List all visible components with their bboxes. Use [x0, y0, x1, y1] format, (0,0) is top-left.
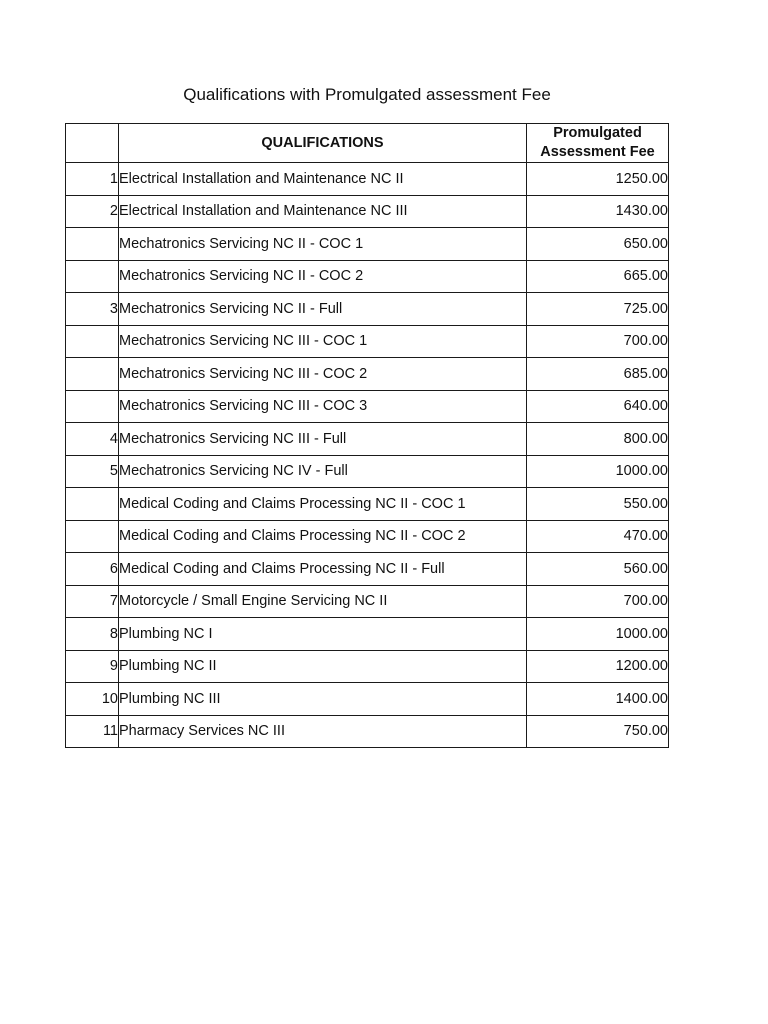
- fee-cell: 750.00: [527, 715, 669, 748]
- row-number: 11: [66, 715, 119, 748]
- qualification-cell: Plumbing NC I: [119, 618, 527, 651]
- fee-cell: 665.00: [527, 260, 669, 293]
- row-number: 2: [66, 195, 119, 228]
- qualification-cell: Mechatronics Servicing NC III - COC 2: [119, 358, 527, 391]
- row-number: [66, 260, 119, 293]
- row-number: 6: [66, 553, 119, 586]
- table-row: [66, 585, 669, 618]
- row-number: 10: [66, 683, 119, 716]
- fee-cell: 640.00: [527, 390, 669, 423]
- table-row: [66, 423, 669, 456]
- row-number: [66, 520, 119, 553]
- fee-cell: 800.00: [527, 423, 669, 456]
- row-number: 4: [66, 423, 119, 456]
- header-fee-line-1: Promulgated: [553, 125, 642, 141]
- table-header: [66, 124, 669, 163]
- table-row: [66, 195, 669, 228]
- fee-cell: 550.00: [527, 488, 669, 521]
- fee-cell: 1200.00: [527, 650, 669, 683]
- qualifications-fee-table: [65, 123, 669, 748]
- qualification-cell: Mechatronics Servicing NC II - Full: [119, 293, 527, 326]
- table-row: [66, 683, 669, 716]
- table-row: [66, 618, 669, 651]
- qualification-cell: Mechatronics Servicing NC II - COC 2: [119, 260, 527, 293]
- header-assessment-fee: [527, 124, 669, 163]
- row-number: 7: [66, 585, 119, 618]
- qualification-cell: Mechatronics Servicing NC III - COC 3: [119, 390, 527, 423]
- qualification-cell: Mechatronics Servicing NC II - COC 1: [119, 228, 527, 261]
- qualification-cell: Mechatronics Servicing NC III - COC 1: [119, 325, 527, 358]
- qualification-cell: Motorcycle / Small Engine Servicing NC II: [119, 585, 527, 618]
- row-number: [66, 488, 119, 521]
- qualification-cell: Mechatronics Servicing NC IV - Full: [119, 455, 527, 488]
- qualification-cell: Plumbing NC II: [119, 650, 527, 683]
- header-fee-line-2: Assessment Fee: [540, 144, 655, 160]
- row-number: [66, 325, 119, 358]
- table-row: [66, 228, 669, 261]
- row-number: 5: [66, 455, 119, 488]
- fee-cell: 725.00: [527, 293, 669, 326]
- page-title: Qualifications with Promulgated assessment Fee: [183, 85, 551, 104]
- qualification-cell: Medical Coding and Claims Processing NC II - Full: [119, 553, 527, 586]
- table-row: [66, 358, 669, 391]
- fee-cell: 1000.00: [527, 618, 669, 651]
- fee-cell: 1000.00: [527, 455, 669, 488]
- fee-cell: 560.00: [527, 553, 669, 586]
- qualification-cell: Mechatronics Servicing NC III - Full: [119, 423, 527, 456]
- table-body: [66, 163, 669, 748]
- fee-cell: 1430.00: [527, 195, 669, 228]
- table-row: [66, 455, 669, 488]
- fee-cell: 1250.00: [527, 163, 669, 196]
- qualification-cell: Medical Coding and Claims Processing NC II - COC 1: [119, 488, 527, 521]
- row-number: 1: [66, 163, 119, 196]
- header-number: [66, 124, 119, 163]
- table-row: [66, 390, 669, 423]
- fee-cell: 1400.00: [527, 683, 669, 716]
- qualification-cell: Electrical Installation and Maintenance NC III: [119, 195, 527, 228]
- table-row: [66, 488, 669, 521]
- table-row: [66, 650, 669, 683]
- header-row: [66, 124, 669, 163]
- fee-cell: 470.00: [527, 520, 669, 553]
- row-number: [66, 390, 119, 423]
- table-row: [66, 325, 669, 358]
- table-row: [66, 260, 669, 293]
- fee-cell: 700.00: [527, 585, 669, 618]
- row-number: 3: [66, 293, 119, 326]
- table-row: [66, 553, 669, 586]
- table-row: [66, 715, 669, 748]
- table-row: [66, 293, 669, 326]
- qualification-cell: Medical Coding and Claims Processing NC II - COC 2: [119, 520, 527, 553]
- qualification-cell: Plumbing NC III: [119, 683, 527, 716]
- row-number: 8: [66, 618, 119, 651]
- qualification-cell: Pharmacy Services NC III: [119, 715, 527, 748]
- fee-cell: 650.00: [527, 228, 669, 261]
- row-number: [66, 228, 119, 261]
- row-number: [66, 358, 119, 391]
- table-row: [66, 520, 669, 553]
- header-qualifications: QUALIFICATIONS: [119, 124, 527, 163]
- fee-cell: 700.00: [527, 325, 669, 358]
- table-row: [66, 163, 669, 196]
- fee-cell: 685.00: [527, 358, 669, 391]
- qualification-cell: Electrical Installation and Maintenance NC II: [119, 163, 527, 196]
- row-number: 9: [66, 650, 119, 683]
